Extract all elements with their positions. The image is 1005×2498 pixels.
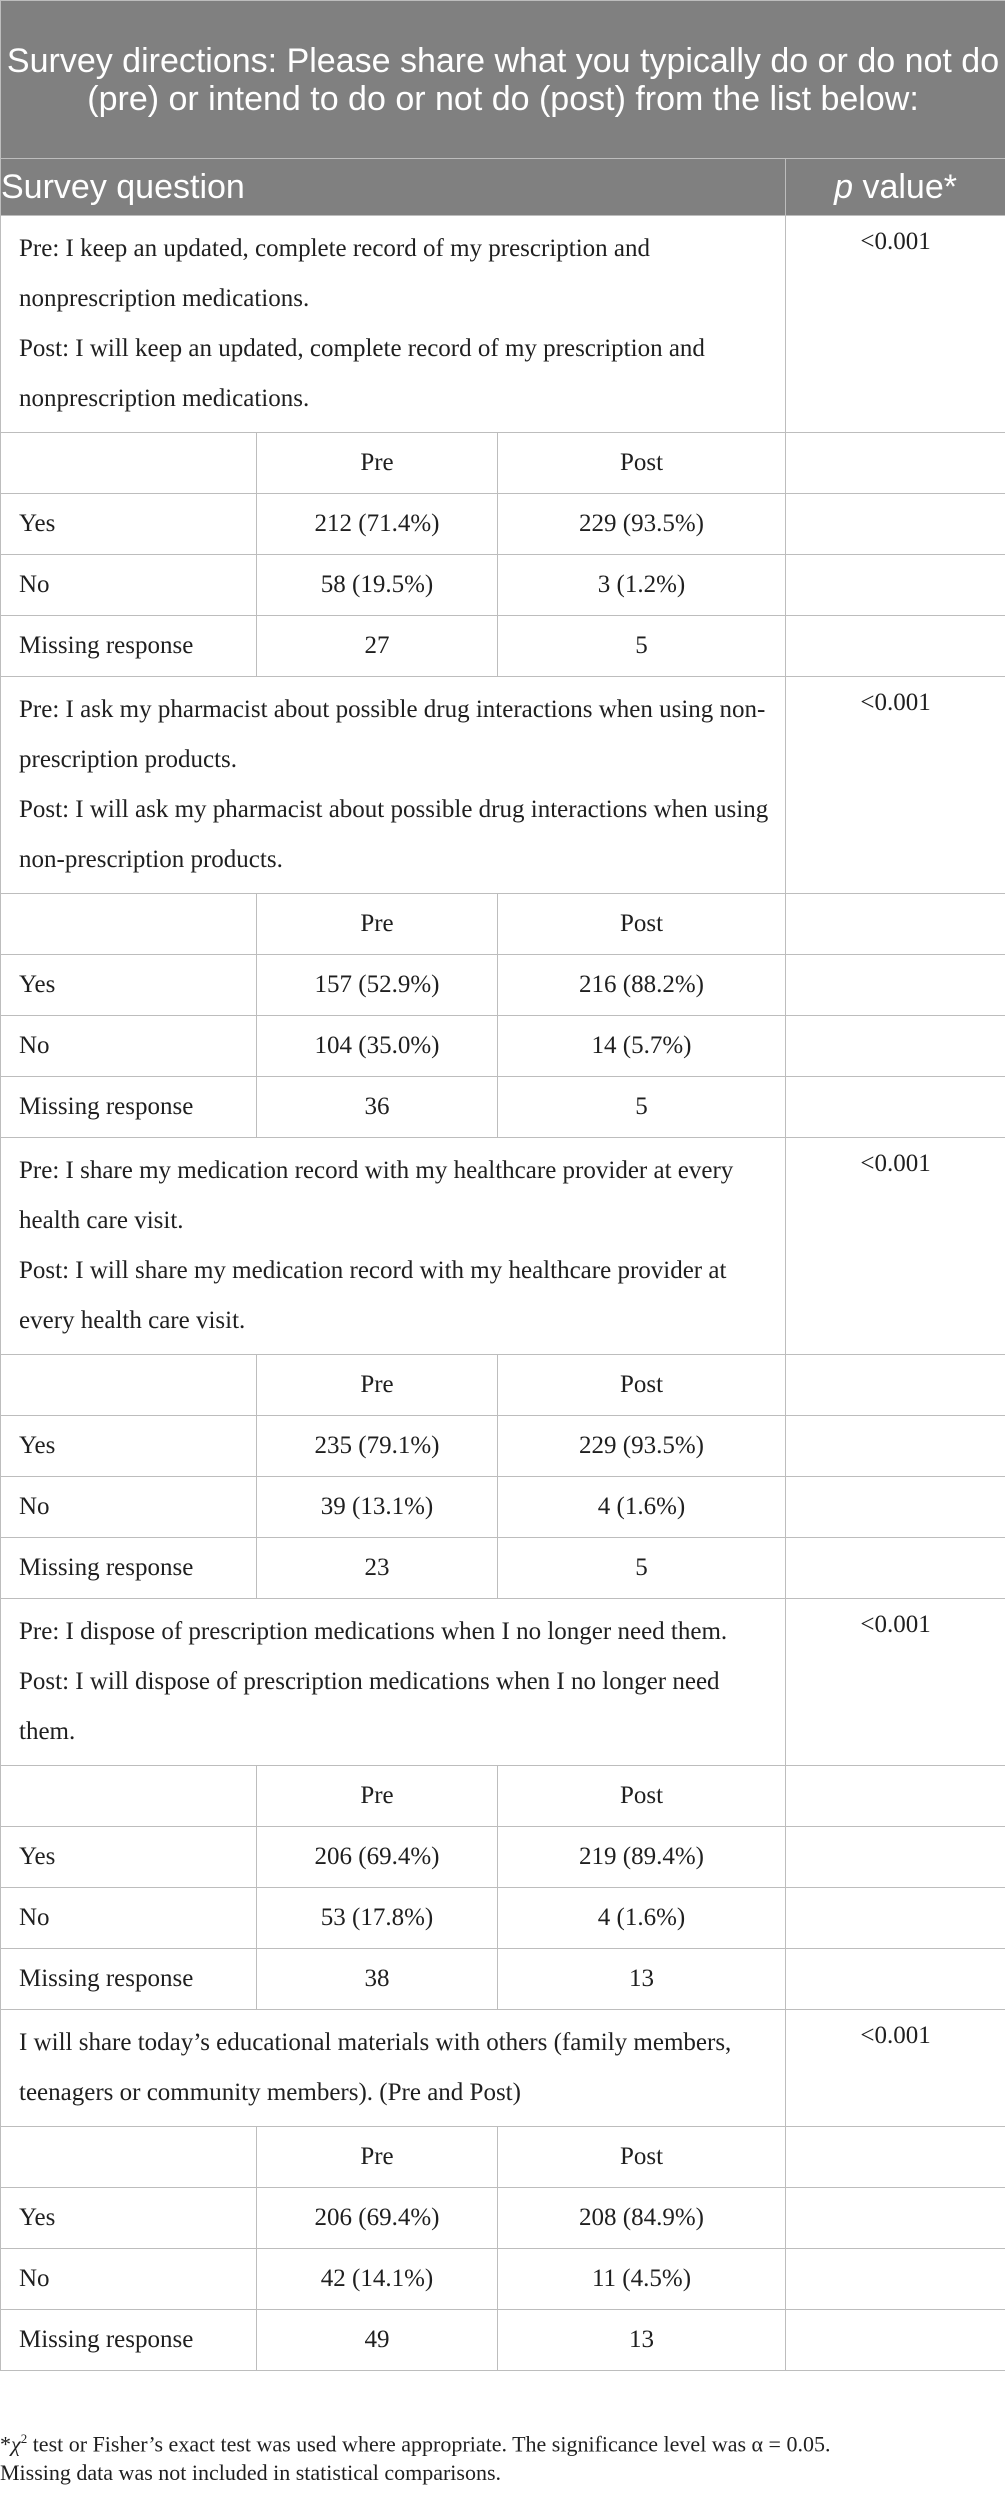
post-column-label: Post: [498, 894, 786, 955]
response-label: No: [1, 1016, 257, 1077]
p-value-cell: <0.001: [786, 1599, 1005, 1766]
empty-cell: [786, 616, 1005, 677]
survey-question-text: [1, 2010, 786, 2127]
response-label: Missing response: [1, 1538, 257, 1599]
post-value: 5: [498, 1538, 786, 1599]
response-label: Missing response: [1, 1077, 257, 1138]
response-label: Missing response: [1, 616, 257, 677]
response-row-missing: [1, 2310, 1005, 2371]
pre-value: 235 (79.1%): [257, 1416, 498, 1477]
empty-cell: [786, 433, 1005, 494]
chi-symbol: χ: [11, 2431, 21, 2457]
post-value: 5: [498, 616, 786, 677]
response-label: Yes: [1, 955, 257, 1016]
pre-post-subheader-row: [1, 1355, 1005, 1416]
response-row-missing: [1, 616, 1005, 677]
post-value: 14 (5.7%): [498, 1016, 786, 1077]
footnote-line-1: [0, 2424, 1005, 2458]
question-line: I will share today’s educational materials with others (family members, teenagers or community members). (Pre and Post): [19, 2029, 732, 2106]
response-label: Missing response: [1, 1949, 257, 2010]
response-label: Yes: [1, 1827, 257, 1888]
survey-table-body: [1, 216, 1005, 2371]
pre-value: 104 (35.0%): [257, 1016, 498, 1077]
pre-value: 38: [257, 1949, 498, 2010]
response-label: No: [1, 1888, 257, 1949]
empty-cell: [1, 1355, 257, 1416]
pre-value: 23: [257, 1538, 498, 1599]
survey-question-text: [1, 216, 786, 433]
response-label: Yes: [1, 1416, 257, 1477]
empty-cell: [786, 494, 1005, 555]
footnote-asterisk: *: [0, 2431, 11, 2457]
response-row-yes: [1, 1416, 1005, 1477]
empty-cell: [786, 1077, 1005, 1138]
question-row: [1, 1599, 1005, 1766]
p-value-column-header: [786, 159, 1005, 216]
p-value-cell: <0.001: [786, 1138, 1005, 1355]
post-value: 11 (4.5%): [498, 2249, 786, 2310]
post-value: 216 (88.2%): [498, 955, 786, 1016]
p-value-cell: <0.001: [786, 2010, 1005, 2127]
post-column-label: Post: [498, 1766, 786, 1827]
post-column-label: Post: [498, 2127, 786, 2188]
empty-cell: [786, 894, 1005, 955]
p-value-cell: <0.001: [786, 677, 1005, 894]
empty-cell: [786, 2249, 1005, 2310]
empty-cell: [786, 1538, 1005, 1599]
empty-cell: [786, 1416, 1005, 1477]
pre-column-label: Pre: [257, 1766, 498, 1827]
response-label: No: [1, 555, 257, 616]
empty-cell: [786, 955, 1005, 1016]
empty-cell: [786, 555, 1005, 616]
question-line: Pre: I share my medication record with my healthcare provider at every health care visit.: [19, 1157, 734, 1234]
response-label: Yes: [1, 494, 257, 555]
pre-value: 206 (69.4%): [257, 2188, 498, 2249]
response-row-no: [1, 2249, 1005, 2310]
pre-post-subheader-row: [1, 894, 1005, 955]
pre-value: 49: [257, 2310, 498, 2371]
empty-cell: [786, 1949, 1005, 2010]
pre-post-subheader-row: [1, 2127, 1005, 2188]
response-row-yes: [1, 1827, 1005, 1888]
chi-superscript: 2: [20, 2431, 28, 2446]
question-line: Post: I will share my medication record with my healthcare provider at every health care visit.: [19, 1257, 727, 1334]
pre-column-label: Pre: [257, 2127, 498, 2188]
response-row-no: [1, 1477, 1005, 1538]
empty-cell: [786, 2188, 1005, 2249]
survey-question-text: [1, 1599, 786, 1766]
post-value: 5: [498, 1077, 786, 1138]
question-line: Pre: I ask my pharmacist about possible drug interactions when using non-prescription products.: [19, 696, 766, 773]
pre-column-label: Pre: [257, 1355, 498, 1416]
response-row-missing: [1, 1077, 1005, 1138]
survey-directions-header: Survey directions: Please share what you typically do or do not do (pre) or intend to do or not do (post) from the list below:: [1, 1, 1005, 159]
response-row-no: [1, 1016, 1005, 1077]
empty-cell: [786, 2310, 1005, 2371]
empty-cell: [786, 1355, 1005, 1416]
response-row-missing: [1, 1538, 1005, 1599]
response-label: Missing response: [1, 2310, 257, 2371]
post-value: 229 (93.5%): [498, 1416, 786, 1477]
p-italic-label: p: [834, 167, 853, 206]
pre-value: 36: [257, 1077, 498, 1138]
post-value: 229 (93.5%): [498, 494, 786, 555]
post-value: 208 (84.9%): [498, 2188, 786, 2249]
question-row: [1, 2010, 1005, 2127]
empty-cell: [786, 1016, 1005, 1077]
survey-question-text: [1, 1138, 786, 1355]
p-value-label-rest: value*: [853, 167, 957, 206]
question-line: Post: I will dispose of prescription medications when I no longer need them.: [19, 1668, 720, 1745]
question-row: [1, 1138, 1005, 1355]
footnote-line-1-text: test or Fisher’s exact test was used where appropriate. The significance level was α = 0.05.: [27, 2431, 831, 2457]
response-row-yes: [1, 2188, 1005, 2249]
question-row: [1, 677, 1005, 894]
question-line: Post: I will keep an updated, complete record of my prescription and nonprescription medications.: [19, 335, 705, 412]
empty-cell: [786, 1766, 1005, 1827]
survey-question-text: [1, 677, 786, 894]
empty-cell: [786, 1477, 1005, 1538]
empty-cell: [786, 1888, 1005, 1949]
pre-value: 58 (19.5%): [257, 555, 498, 616]
empty-cell: [1, 894, 257, 955]
empty-cell: [1, 433, 257, 494]
pre-value: 157 (52.9%): [257, 955, 498, 1016]
pre-post-subheader-row: [1, 433, 1005, 494]
footnote-line-2: Missing data was not included in statistical comparisons.: [0, 2460, 502, 2486]
pre-value: 206 (69.4%): [257, 1827, 498, 1888]
post-value: 3 (1.2%): [498, 555, 786, 616]
post-value: 13: [498, 1949, 786, 2010]
empty-cell: [786, 1827, 1005, 1888]
question-row: [1, 216, 1005, 433]
post-column-label: Post: [498, 433, 786, 494]
survey-question-column-header: Survey question: [1, 159, 786, 216]
table-footnote: [0, 2424, 1005, 2487]
empty-cell: [1, 1766, 257, 1827]
pre-value: 53 (17.8%): [257, 1888, 498, 1949]
pre-column-label: Pre: [257, 894, 498, 955]
pre-value: 39 (13.1%): [257, 1477, 498, 1538]
p-value-cell: <0.001: [786, 216, 1005, 433]
question-line: Pre: I dispose of prescription medications when I no longer need them.: [19, 1618, 728, 1645]
post-value: 4 (1.6%): [498, 1888, 786, 1949]
post-value: 13: [498, 2310, 786, 2371]
response-label: No: [1, 2249, 257, 2310]
empty-cell: [1, 2127, 257, 2188]
response-row-no: [1, 1888, 1005, 1949]
response-label: Yes: [1, 2188, 257, 2249]
empty-cell: [786, 2127, 1005, 2188]
response-label: No: [1, 1477, 257, 1538]
response-row-yes: [1, 955, 1005, 1016]
post-column-label: Post: [498, 1355, 786, 1416]
response-row-yes: [1, 494, 1005, 555]
post-value: 4 (1.6%): [498, 1477, 786, 1538]
pre-value: 212 (71.4%): [257, 494, 498, 555]
pre-value: 27: [257, 616, 498, 677]
question-line: Pre: I keep an updated, complete record of my prescription and nonprescription medications.: [19, 235, 651, 312]
response-row-no: [1, 555, 1005, 616]
pre-value: 42 (14.1%): [257, 2249, 498, 2310]
question-line: Post: I will ask my pharmacist about possible drug interactions when using non-prescription products.: [19, 796, 769, 873]
post-value: 219 (89.4%): [498, 1827, 786, 1888]
response-row-missing: [1, 1949, 1005, 2010]
pre-post-subheader-row: [1, 1766, 1005, 1827]
pre-column-label: Pre: [257, 433, 498, 494]
